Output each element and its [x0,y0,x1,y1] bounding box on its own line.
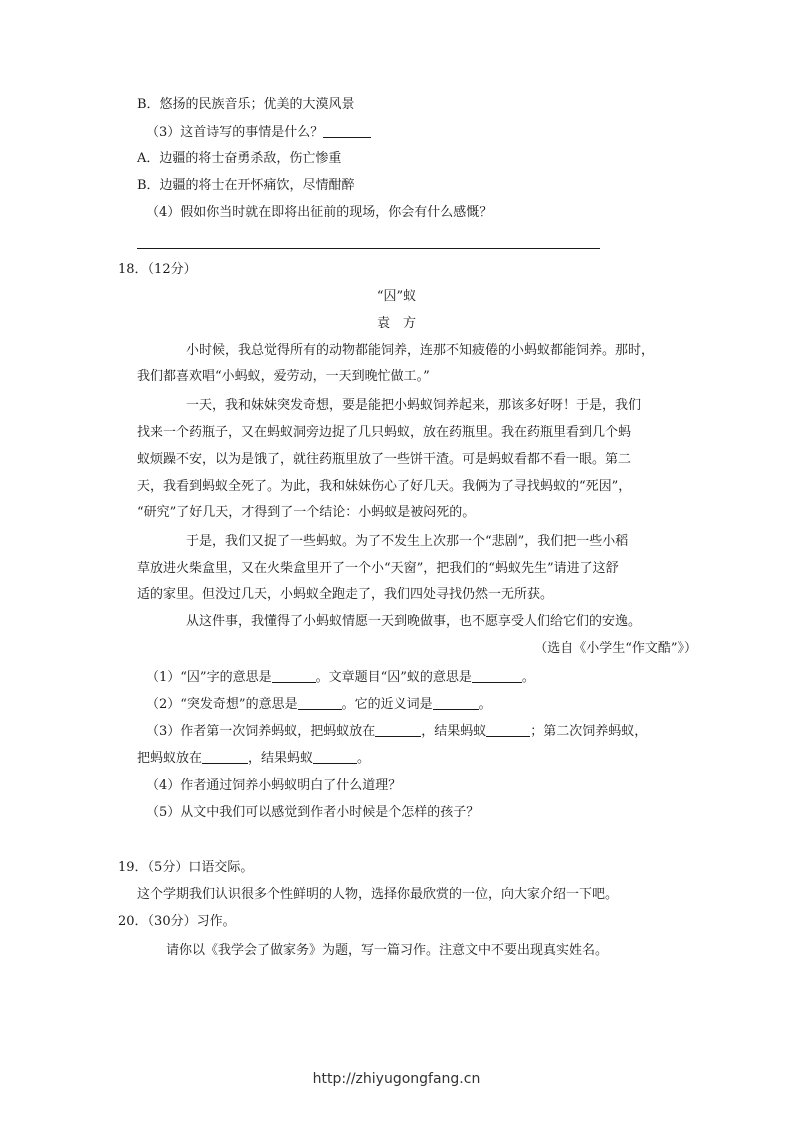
q18-sub1 [146,670,535,686]
passage-source: （选自《小学生“作文酷”》） [534,641,697,656]
q17-sub3-text: （3）这首诗写的事情是什么？ [146,125,324,140]
answer-blank[interactable] [323,125,371,138]
q18-sub3 [146,724,647,740]
q18-header: 18．（12分） [118,262,197,277]
passage-line: “研究”了好几天，才得到了一个结论：小蚂蚁是被闷死的。 [137,505,476,520]
q17-sub3 [146,125,371,141]
q20-text: 请你以《我学会了做家务》为题，写一篇习作。注意文中不要出现真实姓名。 [166,943,609,958]
passage-line: 找来一个药瓶子，又在蚂蚁洞旁边捉了几只蚂蚁，放在药瓶里。我在药瓶里看到几个蚂 [137,425,632,440]
q17-option-b-prev: B．悠扬的民族音乐；优美的大漠风景 [137,97,355,112]
q18-sub1-text: 。 [521,670,535,685]
passage-line: 于是，我们又捉了一些蚂蚁。为了不发生上次那一个“悲剧”，我们把一些小稻 [186,534,629,549]
answer-blank[interactable] [202,751,248,764]
answer-blank[interactable] [313,751,357,764]
q18-passage-title: “囚”蚁 [376,289,417,304]
q17-sub3-option-b: B．边疆的将士在开怀痛饮，尽情酣醉 [137,178,355,193]
passage-line: 天，我看到蚂蚁全死了。为此，我和妹妹伤心了好几天。我俩为了寻找蚂蚁的“死因”， [137,479,632,494]
q18-sub3-cont [137,751,370,767]
q18-sub3-text: （3）作者第一次饲养蚂蚁，把蚂蚁放在 [146,724,376,739]
answer-blank[interactable] [472,670,522,683]
q18-sub2-text: 。它的近义词是 [341,697,433,712]
q18-sub3-text: 。 [357,751,371,766]
q18-sub2-text: 。 [478,697,492,712]
q18-sub3-text: ，结果蚂蚁 [248,751,314,766]
q18-sub3-text: ，结果蚂蚁 [421,724,487,739]
q18-passage-author: 袁 方 [376,316,416,331]
q18-sub2 [146,697,492,713]
q19-text: 这个学期我们认识很多个性鲜明的人物，选择你最欣赏的一位，向大家介绍一下吧。 [137,887,619,902]
answer-blank[interactable] [298,697,342,710]
q20-header: 20．（30分）习作。 [118,914,236,929]
q18-sub4: （4）作者通过饲养小蚂蚁明白了什么道理？ [146,778,402,793]
passage-line: 从这件事，我懂得了小蚂蚁情愿一天到晚做事，也不愿享受人们给它们的安逸。 [186,614,642,629]
answer-blank[interactable] [486,724,530,737]
q18-sub3-text: 把蚂蚁放在 [137,751,203,766]
q18-sub2-text: （2）“突发奇想”的意思是 [146,697,298,712]
q17-sub4: （4）假如你当时就在即将出征前的现场，你会有什么感慨？ [146,205,493,220]
q18-sub5: （5）从文中我们可以感觉到作者小时候是个怎样的孩子？ [146,805,480,820]
q18-sub1-text: 。文章题目“囚”蚁的意思是 [315,670,472,685]
answer-blank[interactable] [433,697,479,710]
passage-line: 蚁烦躁不安，以为是饿了，就往药瓶里放了一些饼干渣。可是蚂蚁看都不看一眼。第二 [137,452,632,467]
q17-sub3-option-a: A．边疆的将士奋勇杀敌，伤亡惨重 [137,151,342,166]
answer-blank[interactable] [375,724,421,737]
passage-line: 适的家里。但没过几天，小蚂蚁全跑走了，我们四处寻找仍然一无所获。 [137,587,554,602]
passage-line: 一天，我和妹妹突发奇想，要是能把小蚂蚁饲养起来，那该多好呀！于是，我们 [186,398,642,413]
passage-line: 草放进火柴盒里，又在火柴盒里开了一个小“天窗”，把我们的“蚂蚁先生”请进了这舒 [137,561,619,576]
q18-sub1-text: （1）“囚”字的意思是 [146,670,272,685]
q17-answer-line[interactable] [137,248,600,249]
passage-line: 我们都喜欢唱“小蚂蚁，爱劳动，一天到晚忙做工。” [137,369,430,384]
passage-line: 小时候，我总觉得所有的动物都能饲养，连那不知疲倦的小蚂蚁都能饲养。那时， [186,343,655,358]
footer-url: http://zhiyugongfang.cn [312,1071,481,1087]
q18-sub3-text: ；第二次饲养蚂蚁， [530,724,648,739]
answer-blank[interactable] [272,670,316,683]
q19-header: 19．（5分）口语交际。 [118,860,254,875]
